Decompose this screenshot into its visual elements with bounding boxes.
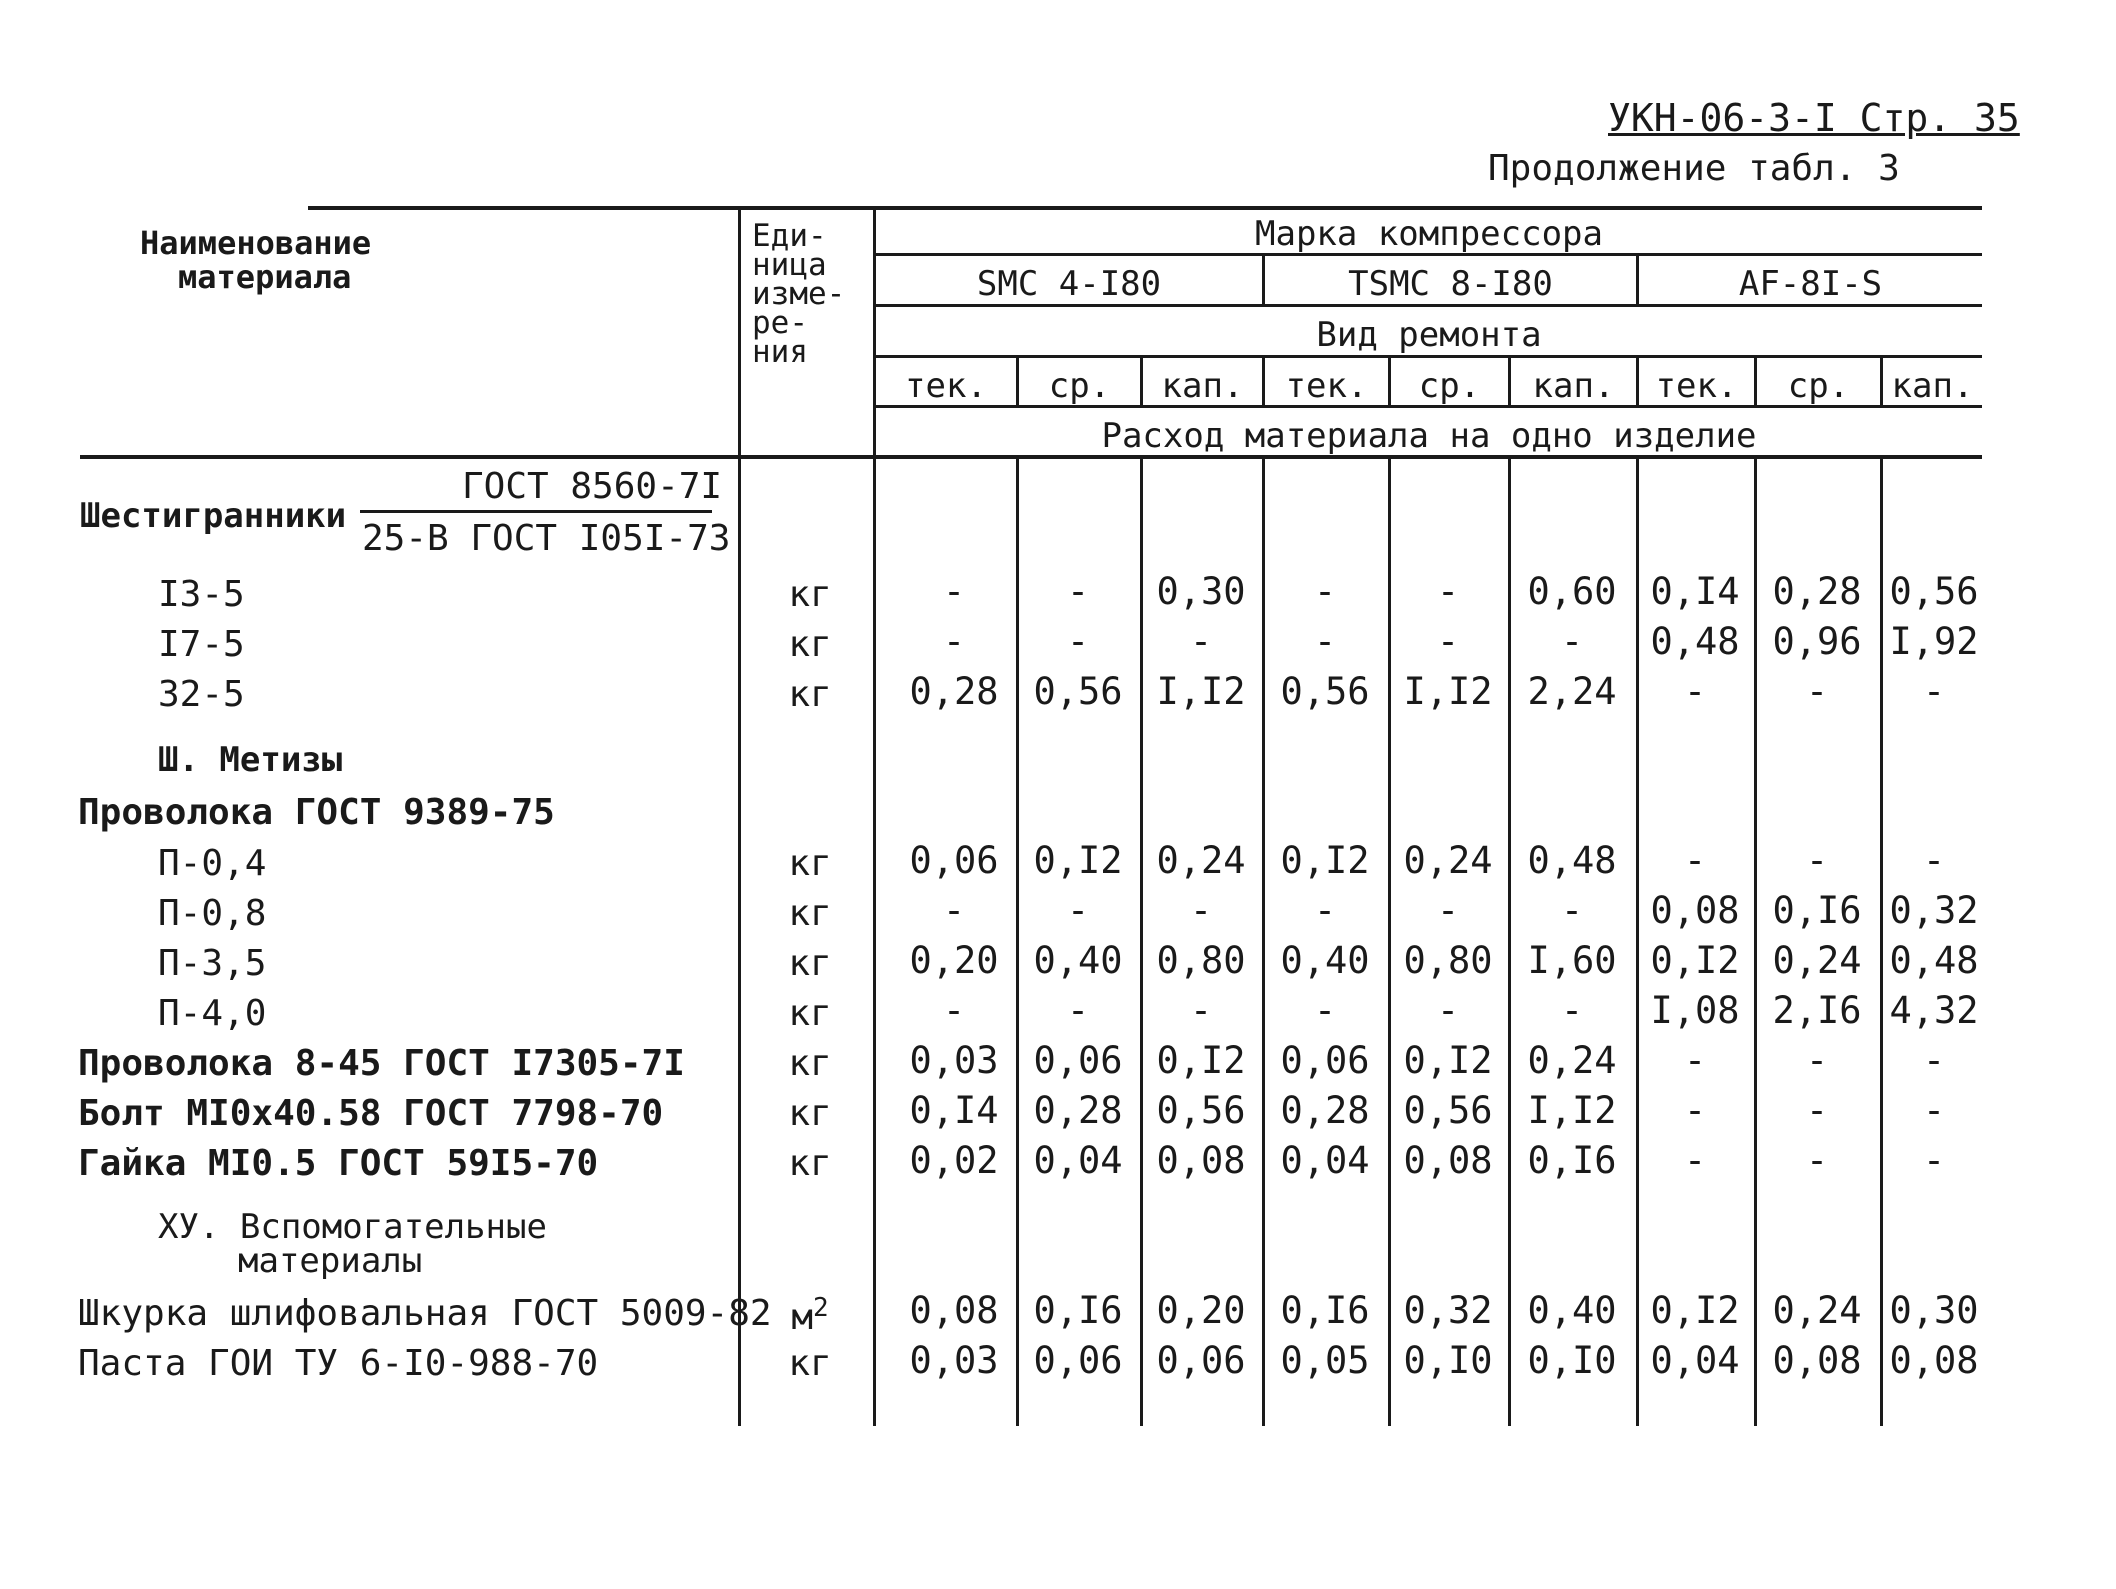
value-cell: 0,56	[1403, 1089, 1493, 1132]
value-cell: 0,06	[1156, 1339, 1246, 1382]
name-header-line-1: Наименование	[140, 224, 372, 262]
row-name: Болт МI0х40.58 ГОСТ 7798-70	[78, 1093, 664, 1134]
value-cell: 0,I2	[1156, 1039, 1246, 1082]
value-cell: 0,I0	[1403, 1339, 1493, 1382]
value-cell: 0,40	[1280, 939, 1370, 982]
value-cell: 0,28	[1772, 570, 1862, 613]
value-cell: -	[1922, 839, 1946, 882]
value-cell: 0,06	[1280, 1039, 1370, 1082]
row-unit-text: кг	[788, 1093, 832, 1134]
value-cell: -	[1683, 1139, 1707, 1182]
row-unit-text: м	[791, 1297, 814, 1338]
value-cell: I,I2	[1156, 670, 1246, 713]
value-cell: 0,I0	[1527, 1339, 1617, 1382]
value-cell: -	[1436, 989, 1460, 1032]
value-cell: -	[1066, 989, 1090, 1032]
value-cell: 0,02	[909, 1139, 999, 1182]
value-cell: 0,48	[1650, 620, 1740, 663]
row-unit-text: кг	[788, 1143, 832, 1184]
value-cell: -	[1683, 1039, 1707, 1082]
value-cell: 0,24	[1772, 939, 1862, 982]
value-cell: -	[1436, 570, 1460, 613]
value-cell: -	[942, 570, 966, 613]
row-unit	[750, 993, 870, 1034]
value-cell: 0,28	[1033, 1089, 1123, 1132]
hex-standard-top: ГОСТ 8560-7I	[462, 466, 723, 507]
value-cell: 0,I2	[1280, 839, 1370, 882]
row-unit	[750, 943, 870, 984]
row-unit-text: кг	[788, 993, 832, 1034]
section-hardware: Ш. Метизы	[158, 740, 343, 780]
value-cell: 0,08	[1889, 1339, 1979, 1382]
consumption-header: Расход материала на одно изделие	[1101, 416, 1757, 456]
value-cell: I,92	[1889, 620, 1979, 663]
row-name: I7-5	[158, 624, 245, 665]
value-cell: 0,40	[1033, 939, 1123, 982]
value-cell: -	[1189, 989, 1213, 1032]
row-name: Шкурка шлифовальная ГОСТ 5009-82	[78, 1293, 772, 1334]
value-cell: 0,08	[909, 1289, 999, 1332]
value-cell: 0,I6	[1772, 889, 1862, 932]
value-cell: 0,03	[909, 1039, 999, 1082]
value-cell: 0,04	[1033, 1139, 1123, 1182]
value-cell: 0,40	[1527, 1289, 1617, 1332]
value-cell: 0,20	[909, 939, 999, 982]
section-auxiliary	[158, 1207, 547, 1281]
value-cell: 0,I2	[1650, 939, 1740, 982]
value-cell: I,I2	[1527, 1089, 1617, 1132]
section-aux-line-2: материалы	[238, 1241, 423, 1281]
value-cell: -	[1805, 1039, 1829, 1082]
repair-type-5: ср.	[1418, 366, 1481, 406]
value-cell: 0,28	[909, 670, 999, 713]
value-cell: -	[1805, 670, 1829, 713]
row-unit	[750, 1343, 870, 1384]
value-cell: -	[1805, 1089, 1829, 1132]
value-cell: -	[1189, 620, 1213, 663]
value-cell: -	[942, 889, 966, 932]
value-cell: 0,I6	[1280, 1289, 1370, 1332]
row-unit-text: кг	[788, 843, 832, 884]
value-cell: 0,24	[1403, 839, 1493, 882]
value-cell: 0,06	[909, 839, 999, 882]
repair-type-9: кап.	[1891, 366, 1974, 406]
compressor-model-3: AF-8I-S	[1738, 264, 1883, 304]
row-unit	[750, 574, 870, 615]
value-cell: -	[1922, 1139, 1946, 1182]
value-cell: 0,I6	[1527, 1139, 1617, 1182]
value-cell: -	[1805, 1139, 1829, 1182]
value-cell: 0,I2	[1403, 1039, 1493, 1082]
row-unit-text: кг	[788, 1043, 832, 1084]
unit-column-header: Еди- ница изме- ре- ния	[752, 218, 846, 370]
value-cell: 0,I2	[1033, 839, 1123, 882]
value-cell: -	[1313, 989, 1337, 1032]
page-reference: УКН-06-3-I Стр. 35	[1608, 96, 2020, 140]
value-cell: -	[1805, 839, 1829, 882]
row-unit-superscript: 2	[813, 1293, 829, 1323]
value-cell: 0,04	[1650, 1339, 1740, 1382]
value-cell: -	[1560, 889, 1584, 932]
row-unit	[750, 624, 870, 665]
row-name: Проволока 8-45 ГОСТ I7305-7I	[78, 1043, 685, 1084]
value-cell: 0,24	[1527, 1039, 1617, 1082]
repair-type-4: тек.	[1285, 366, 1368, 406]
value-cell: 0,04	[1280, 1139, 1370, 1182]
value-cell: 0,08	[1156, 1139, 1246, 1182]
section-aux-line-1: ХУ. Вспомогательные	[158, 1207, 547, 1247]
value-cell: -	[1922, 1039, 1946, 1082]
value-cell: 0,I2	[1650, 1289, 1740, 1332]
value-cell: I,I2	[1403, 670, 1493, 713]
repair-type-6: кап.	[1532, 366, 1615, 406]
value-cell: -	[942, 989, 966, 1032]
value-cell: 0,56	[1280, 670, 1370, 713]
value-cell: -	[1683, 839, 1707, 882]
row-unit	[750, 843, 870, 884]
value-cell: -	[942, 620, 966, 663]
value-cell: 2,I6	[1772, 989, 1862, 1032]
value-cell: 0,32	[1889, 889, 1979, 932]
compressor-model-1: SMC 4-I80	[976, 264, 1162, 304]
value-cell: -	[1436, 889, 1460, 932]
value-cell: 0,08	[1650, 889, 1740, 932]
value-cell: 0,60	[1527, 570, 1617, 613]
value-cell: 0,03	[909, 1339, 999, 1382]
value-cell: 0,56	[1033, 670, 1123, 713]
row-unit	[750, 893, 870, 934]
row-unit-text: кг	[788, 574, 832, 615]
value-cell: -	[1683, 670, 1707, 713]
row-name: I3-5	[158, 574, 245, 615]
value-cell: 4,32	[1889, 989, 1979, 1032]
value-cell: 0,06	[1033, 1039, 1123, 1082]
row-name: П-3,5	[158, 943, 267, 984]
value-cell: 0,56	[1889, 570, 1979, 613]
value-cell: 0,56	[1156, 1089, 1246, 1132]
value-cell: 0,30	[1156, 570, 1246, 613]
row-name: 32-5	[158, 674, 245, 715]
row-unit	[750, 674, 870, 715]
value-cell: -	[1560, 620, 1584, 663]
repair-type-2: ср.	[1048, 366, 1111, 406]
hex-standard-bottom: 25-В ГОСТ I05I-73	[362, 518, 731, 559]
repair-type-3: кап.	[1161, 366, 1244, 406]
value-cell: I,08	[1650, 989, 1740, 1032]
name-column-header	[140, 226, 371, 294]
value-cell: 0,80	[1403, 939, 1493, 982]
value-cell: -	[1922, 1089, 1946, 1132]
row-unit	[750, 1043, 870, 1084]
value-cell: -	[1922, 670, 1946, 713]
value-cell: -	[1313, 570, 1337, 613]
wire-heading: Проволока ГОСТ 9389-75	[78, 792, 555, 833]
value-cell: -	[1683, 1089, 1707, 1132]
value-cell: 0,80	[1156, 939, 1246, 982]
value-cell: 0,05	[1280, 1339, 1370, 1382]
value-cell: 0,06	[1033, 1339, 1123, 1382]
value-cell: 0,20	[1156, 1289, 1246, 1332]
row-name: Гайка МI0.5 ГОСТ 59I5-70	[78, 1143, 599, 1184]
table-continuation-label: Продолжение табл. 3	[1488, 148, 1900, 189]
row-name: П-0,8	[158, 893, 267, 934]
value-cell: -	[1313, 889, 1337, 932]
value-cell: -	[1066, 889, 1090, 932]
value-cell: 0,24	[1156, 839, 1246, 882]
value-cell: 0,28	[1280, 1089, 1370, 1132]
row-unit-text: кг	[788, 674, 832, 715]
row-unit-text: кг	[788, 893, 832, 934]
repair-type-1: тек.	[905, 366, 987, 406]
row-unit	[750, 1293, 870, 1338]
value-cell: 0,24	[1772, 1289, 1862, 1332]
value-cell: 0,30	[1889, 1289, 1979, 1332]
value-cell: 0,48	[1527, 839, 1617, 882]
repair-type-8: ср.	[1787, 366, 1850, 406]
value-cell: -	[1436, 620, 1460, 663]
compressor-model-2: TSMC 8-I80	[1348, 264, 1553, 304]
value-cell: -	[1189, 889, 1213, 932]
value-cell: -	[1560, 989, 1584, 1032]
value-cell: 0,08	[1772, 1339, 1862, 1382]
row-unit-text: кг	[788, 943, 832, 984]
repair-kind-header: Вид ремонта	[1316, 315, 1542, 355]
repair-type-7: тек.	[1655, 366, 1738, 406]
value-cell: 0,I4	[1650, 570, 1740, 613]
value-cell: 0,48	[1889, 939, 1979, 982]
value-cell: I,60	[1527, 939, 1617, 982]
row-unit	[750, 1093, 870, 1134]
value-cell: 0,08	[1403, 1139, 1493, 1182]
value-cell: 0,I6	[1033, 1289, 1123, 1332]
value-cell: -	[1066, 570, 1090, 613]
value-cell: -	[1313, 620, 1337, 663]
value-cell: 2,24	[1527, 670, 1617, 713]
row-unit	[750, 1143, 870, 1184]
row-name: П-0,4	[158, 843, 267, 884]
value-cell: -	[1066, 620, 1090, 663]
row-name: Паста ГОИ ТУ 6-I0-988-70	[78, 1343, 599, 1384]
name-header-line-2: материала	[178, 258, 352, 296]
hex-fraction-line	[360, 510, 712, 513]
value-cell: 0,32	[1403, 1289, 1493, 1332]
row-name: П-4,0	[158, 993, 267, 1034]
compressor-brand-header: Марка компрессора	[1255, 214, 1603, 254]
row-unit-text: кг	[788, 624, 832, 665]
value-cell: 0,96	[1772, 620, 1862, 663]
value-cell: 0,I4	[909, 1089, 999, 1132]
row-unit-text: кг	[788, 1343, 832, 1384]
hex-section-label: Шестигранники	[80, 496, 347, 536]
